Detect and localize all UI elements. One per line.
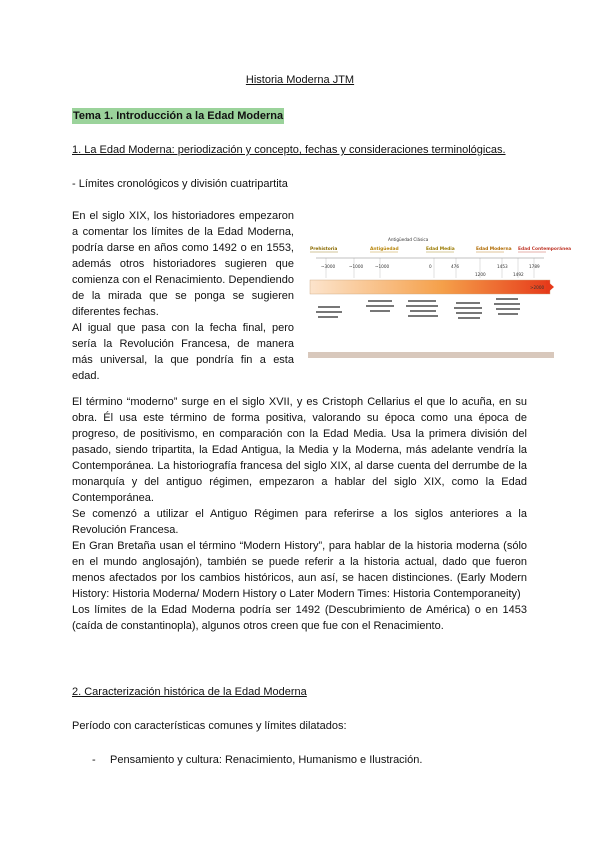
timeline-date: 1789 [529, 264, 540, 269]
timeline-background [308, 236, 554, 358]
intro-text [72, 208, 294, 384]
timeline-annotation [454, 307, 482, 309]
timeline-date: 1200 [475, 272, 486, 277]
timeline-period-label: Antigüedad [370, 247, 399, 252]
timeline-date: 1492 [513, 272, 524, 277]
timeline-annotation [408, 300, 436, 302]
timeline-period-label: Edad Contemporánea [518, 247, 572, 252]
timeline-shadow [308, 352, 554, 358]
timeline-annotation [410, 310, 436, 312]
timeline-svg [308, 236, 572, 358]
timeline-period-label: Edad Media [426, 247, 455, 252]
section-1-heading: 1. La Edad Moderna: periodización y concepto, fechas y consideraciones terminológicas. [72, 144, 506, 156]
intro-paragraph: Al igual que pasa con la fecha final, pero sería la Revolución Francesa, de manera más universal, la que pondría fin a esta edad. [72, 322, 294, 382]
timeline-date: 0 [429, 264, 432, 269]
timeline-annotation [496, 308, 520, 310]
timeline-annotation [316, 311, 342, 313]
timeline-annotation [496, 298, 518, 300]
document-title: Historia Moderna JTM [245, 74, 355, 86]
timeline-annotation [494, 303, 520, 305]
timeline-annotation [318, 316, 338, 318]
section-2-intro: Período con características comunes y límites dilatados: [72, 720, 347, 732]
timeline-annotation [318, 306, 340, 308]
timeline-period-label: Prehistoria [310, 247, 338, 252]
timeline-date: ~1000 [349, 264, 364, 269]
section-2-heading: 2. Caracterización histórica de la Edad Moderna [72, 686, 307, 698]
timeline-figure [308, 236, 572, 358]
timeline-annotation [458, 317, 480, 319]
timeline-period-label: Edad Moderna [476, 247, 512, 252]
timeline-end-label: >2000 [530, 285, 545, 290]
timeline-note: Antigüedad Clásica [388, 237, 429, 242]
timeline-annotation [370, 310, 390, 312]
body-paragraph: Los límites de la Edad Moderna podría ser 1492 (Descubrimiento de América) o en 1453 (caída de constantinopla), algunos otros creen que fue con el Renacimiento. [72, 604, 527, 632]
timeline-annotation [498, 313, 518, 315]
timeline-annotation [368, 300, 392, 302]
bullet-marker: - [92, 754, 96, 766]
body-text [72, 394, 527, 634]
timeline-bar [310, 280, 550, 294]
intro-paragraph: En el siglo XIX, los historiadores empezaron a comentar los límites de la Edad Moderna, podría darse en años como 1492 o en 1553, además otros historiadores sugieren que comienza con el Renacimiento. Dependiendo de la mirada que se ponga se sugieren diferentes fechas. [72, 210, 294, 318]
timeline-annotation [456, 312, 482, 314]
body-paragraph: El término “moderno” surge en el siglo XVII, y es Cristoph Cellarius el que lo acuña, en su obra. Él usa este término de forma positiva, valorando su época como una época de progreso, de positivismo, en comparación con la Edad Media. Usa la primera división del pasado, siendo tripartita, la Edad Antigua, la Media y la Moderna, más adelante vendría la Contemporánea. La historiografía francesa del siglo XIX, al darse cuenta del derrumbe de la monarquía y del antiguo régimen, empezaron a hablar del siglo XIX, como la Edad Contemporánea. [72, 396, 527, 504]
body-paragraph: En Gran Bretaña usan el término “Modern History”, para hablar de la historia moderna (sólo en el mundo anglosajón), también se puede referir a la historia actual, dado que fueron menos afectados por los cambios históricos, aun así, se hacen distinciones. (Early Modern History: Historia Moderna/ Modern History o Later Modern Times: Historia Contemporaneity) [72, 540, 527, 600]
timeline-date: 476 [451, 264, 459, 269]
subsection-heading: - Límites cronológicos y división cuatripartita [72, 178, 288, 190]
timeline-date: 1453 [497, 264, 508, 269]
bullet-item: Pensamiento y cultura: Renacimiento, Humanismo e Ilustración. [110, 754, 423, 766]
tema-heading: Tema 1. Introducción a la Edad Moderna [73, 110, 284, 122]
timeline-annotation [406, 305, 438, 307]
timeline-annotation [408, 315, 438, 317]
timeline-annotation [366, 305, 394, 307]
timeline-date: ~3000 [321, 264, 336, 269]
timeline-annotation [456, 302, 480, 304]
body-paragraph: Se comenzó a utilizar el Antiguo Régimen para referirse a los siglos anteriores a la Revolución Francesa. [72, 508, 527, 536]
timeline-date: ~1000 [375, 264, 390, 269]
